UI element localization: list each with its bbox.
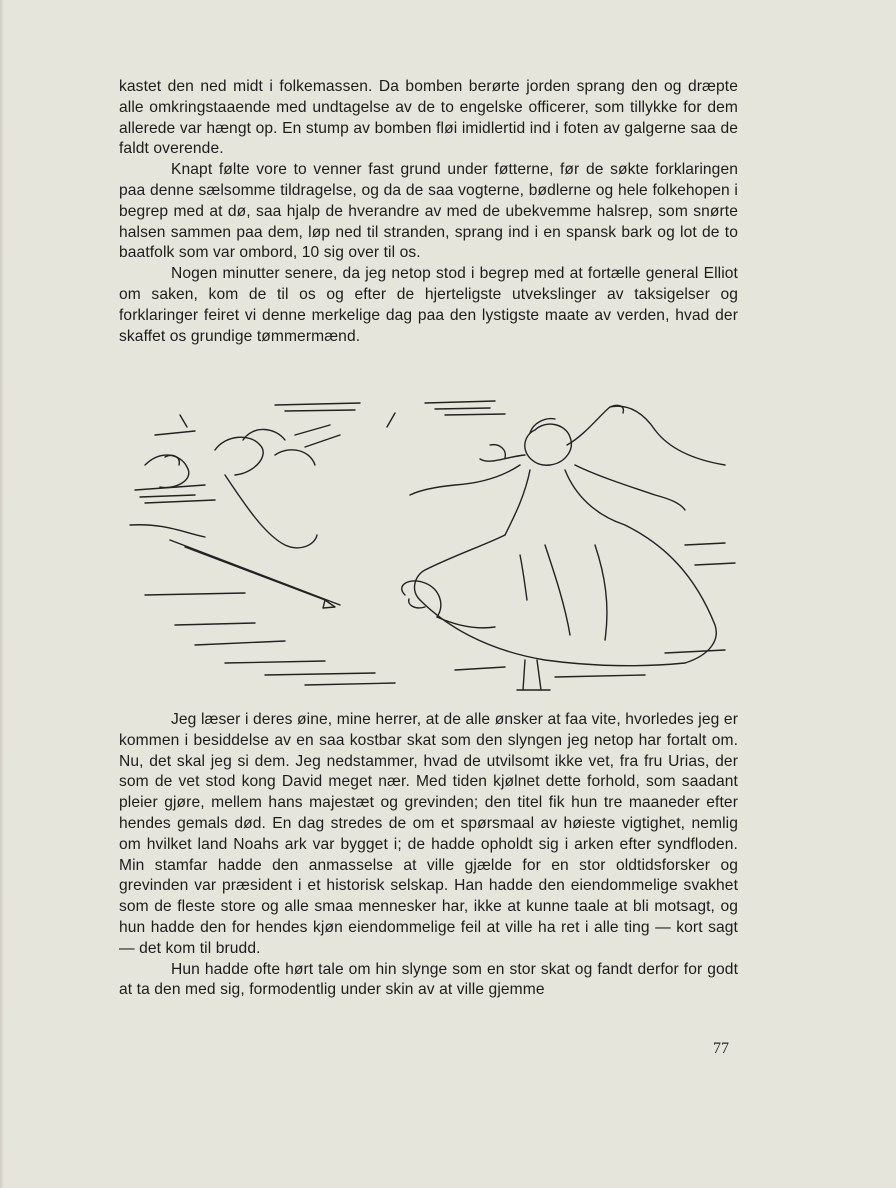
- text-block-top: [119, 77, 738, 347]
- paragraph: Jeg læser i deres øine, mine herrer, at de alle ønsker at faa vite, hvorledes jeg er kommen i besiddelse av en saa kostbar skat som den slyngen jeg netop har fortalt om. Nu, det skal jeg si dem. Jeg nedstammer, hvad de utvilsomt ikke vet, fra fru Urias, der som de vet stod kong David meget nær. Med tiden kjølnet dette forhold, som saadant pleier gjøre, mellem hans majestæt og grevinden; den titel fik hun tre maaneder efter hendes gemals død. En dag stredes de om et spørsmaal av høieste vigtighet, nemlig om hvilket land Noahs ark var bygget i; de hadde opholdt sig i arken efter syndfloden. Min stamfar hadde den anmasselse at ville gjælde for en stor oldtidsforsker og grevinden var præsident i et historisk selskap. Han hadde den eiendommelige svakhet som de fleste store og alle smaa mennesker har, ikke at kunne taale at bli motsagt, og hun hadde den for hendes kjøn eiendommelige feil at ville ha ret i alle ting — kort sagt — det kom til brudd.: [119, 711, 738, 957]
- dancing-figure: [410, 405, 725, 690]
- sky-lines: [155, 401, 505, 435]
- paragraph: Hun hadde ofte hørt tale om hin slynge som en stor skat og fandt derfor for godt at ta den med sig, formodentlig under skin av at ville gjemme: [119, 960, 738, 999]
- crowd-figures: [130, 425, 340, 608]
- page-edge: [0, 0, 4, 1188]
- illustration-sketch: [125, 395, 740, 695]
- page-number: 77: [713, 1040, 729, 1057]
- text-block-bottom: [119, 710, 738, 1001]
- creature: [402, 581, 495, 628]
- paragraph: Knapt følte vore to venner fast grund under føtterne, før de søkte forklaringen paa denne sælsomme tildragelse, og da de saa vogterne, bødlerne og hele folkehopen i begrep med at dø, saa hjalp de hverandre av med de ubekvemme halsrep, som snørte halsen sammen paa dem, løp ned til stranden, sprang ind i en spansk bark og lot de to baatfolk som var ombord, 10 sig over til os.: [119, 161, 738, 262]
- paragraph: Nogen minutter senere, da jeg netop stod i begrep med at fortælle general Elliot om saken, kom de til os og efter de hjerteligste utvekslinger av taksigelser og forklaringer feiret vi denne merkelige dag paa den lystigste maate av verden, hvad der skaffet os grundige tømmermænd.: [119, 265, 738, 345]
- paragraph: kastet den ned midt i folkemassen. Da bomben berørte jorden sprang den og dræpte alle omkringstaaende med undtagelse av de to engelske officerer, som tillykke for dem allerede var hængt op. En stump av bomben fløi imidlertid ind i foten av galgerne saa de faldt overende.: [119, 78, 738, 158]
